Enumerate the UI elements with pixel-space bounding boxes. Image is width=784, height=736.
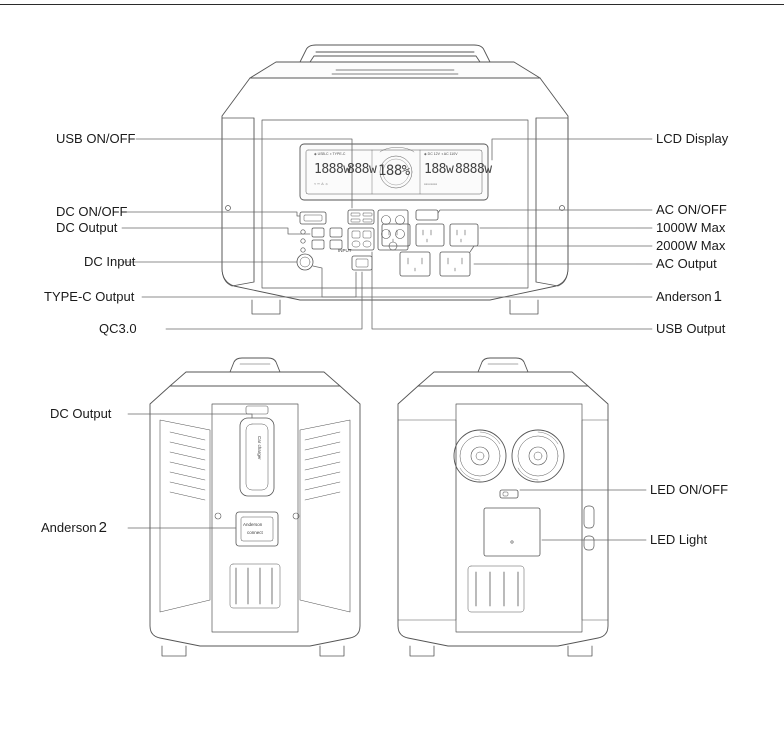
- label-dc-output-rear: DC Output: [50, 406, 112, 421]
- label-anderson-2: [41, 520, 107, 535]
- lcd-output-watts: 888w: [347, 162, 377, 177]
- anderson-plate-sub: connect: [247, 530, 263, 535]
- panel-input-mark: INPUT: [338, 248, 352, 253]
- car-charger-label: Car charger: [257, 436, 262, 460]
- lcd-top-right-icons: ◈ DC 12V ◑ AC 110V: [424, 152, 458, 156]
- label-dc-output: DC Output: [56, 220, 118, 235]
- label-anderson-1-sup: 1: [713, 288, 722, 305]
- label-ac-output: AC Output: [656, 256, 717, 271]
- label-1000w-max: 1000W Max: [656, 220, 726, 235]
- label-lcd-display: LCD Display: [656, 131, 729, 146]
- lcd-battery-percent: 188%: [378, 163, 410, 179]
- label-usb-output: USB Output: [656, 321, 726, 336]
- lcd-row2-right: 8888w: [455, 162, 492, 177]
- lcd-bottom-icons-right: ▭▭▭▭: [424, 182, 438, 186]
- label-type-c-output: TYPE-C Output: [44, 289, 135, 304]
- label-2000w-max: 2000W Max: [656, 238, 726, 253]
- label-dc-input: DC Input: [84, 254, 136, 269]
- lcd-input-watts: 1888w: [314, 162, 351, 177]
- lcd-bottom-icons: ⌁ ⎓ ⚠ ☼: [314, 182, 329, 186]
- label-anderson-2-sup: 2: [98, 519, 107, 536]
- label-led-light: LED Light: [650, 532, 708, 547]
- label-led-on-off: LED ON/OFF: [650, 482, 729, 497]
- lcd-row2-left: 188w: [424, 162, 454, 177]
- lcd-top-left-icons: ◈ USB-C ◑ TYPE-C: [314, 152, 346, 156]
- label-usb-on-off: USB ON/OFF: [56, 131, 136, 146]
- label-qc30: QC3.0: [99, 321, 137, 336]
- label-dc-on-off: DC ON/OFF: [56, 204, 128, 219]
- label-anderson-1: [656, 289, 722, 304]
- label-ac-on-off: AC ON/OFF: [656, 202, 727, 217]
- label-anderson-1-text: Anderson: [656, 289, 712, 304]
- anderson-plate-label: Anderson: [243, 522, 263, 527]
- label-anderson-2-text: Anderson: [41, 520, 97, 535]
